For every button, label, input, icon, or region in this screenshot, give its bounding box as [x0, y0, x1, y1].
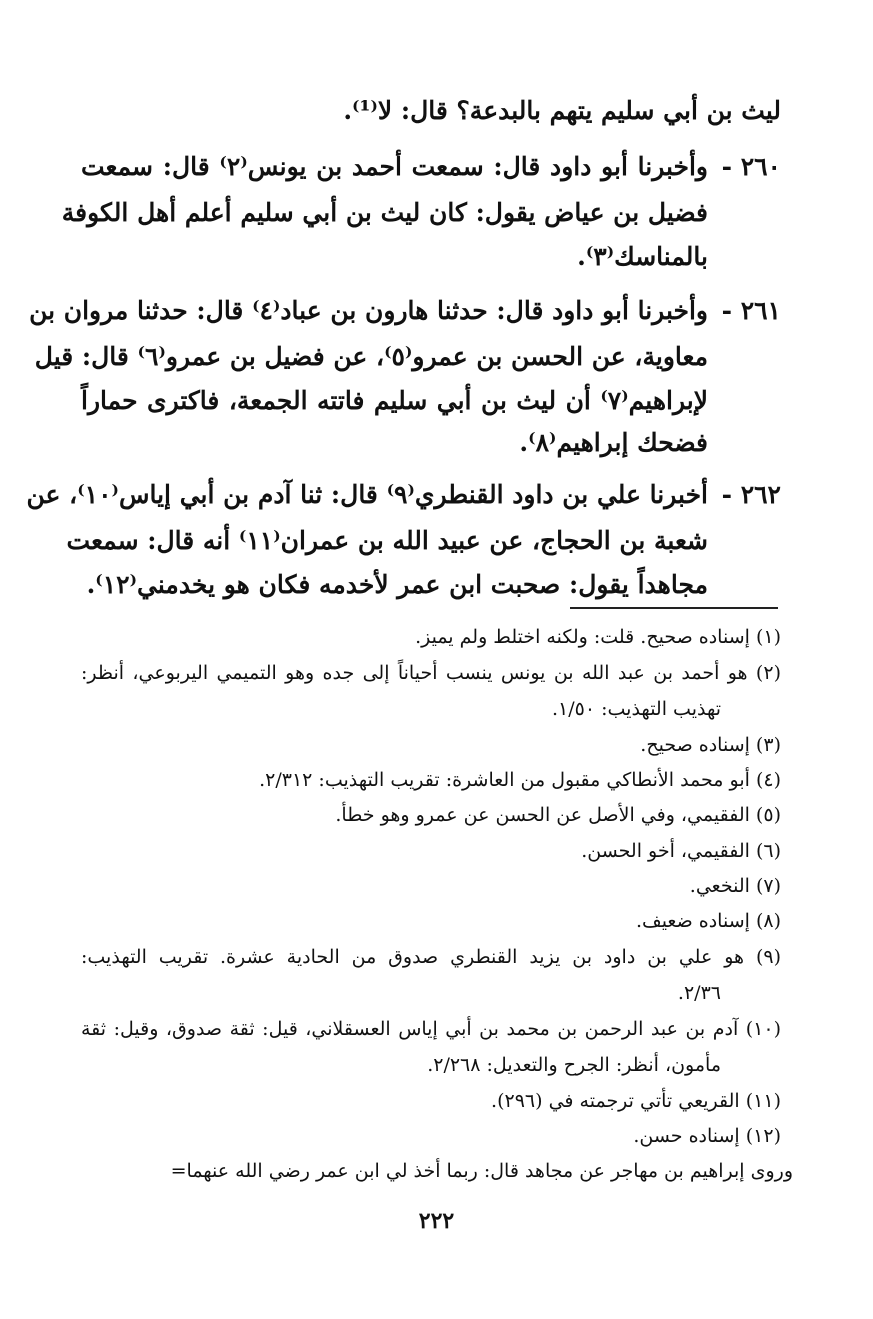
footnote-5: (٥) الفقيمي، وفي الأصل عن الحسن عن عمرو وهو خطأ.: [335, 804, 781, 826]
entry-261-line-3: لإبراهيم⁽٧⁾ أن ليث بن أبي سليم فاتته الجمعة، فاكترى حماراً: [81, 386, 708, 415]
entry-260-line-1: وأخبرنا أبو داود قال: سمعت أحمد بن يونس⁽٢⁾ قال: سمعت: [81, 152, 709, 181]
footnote-7: (٧) النخعي.: [689, 875, 781, 897]
continuation-line: وروى إبراهيم بن مهاجر عن مجاهد قال: ربما أخذ لي ابن عمر رضي الله عنهما=: [170, 1160, 793, 1182]
footnote-separator: [570, 607, 778, 609]
entry-number-262: ٢٦٢ -: [721, 480, 781, 509]
footnote-4: (٤) أبو محمد الأنطاكي مقبول من العاشرة: تقريب التهذيب: ٢/٣١٢.: [259, 769, 781, 791]
footnote-11: (١١) القريعي تأتي ترجمته في (٢٩٦).: [491, 1090, 781, 1112]
footnote-3: (٣) إسناده صحيح.: [640, 734, 781, 756]
footnote-9-continued: ٢/٣٦.: [677, 982, 721, 1004]
entry-number-260: ٢٦٠ -: [721, 152, 781, 181]
page-number: ٢٢٢: [418, 1208, 455, 1234]
entry-260-line-2: فضيل بن عياض يقول: كان ليث بن أبي سليم أعلم أهل الكوفة: [61, 198, 708, 227]
entry-262-line-2: شعبة بن الحجاج، عن عبيد الله بن عمران⁽١١⁾ أنه قال: سمعت: [66, 526, 708, 555]
footnote-2-continued: تهذيب التهذيب: ١/٥٠.: [552, 698, 721, 720]
entry-261-line-2: معاوية، عن الحسن بن عمرو⁽٥⁾، عن فضيل بن عمرو⁽٦⁾ قال: قيل: [34, 342, 708, 371]
footnote-10-continued: مأمون، أنظر: الجرح والتعديل: ٢/٢٦٨.: [427, 1054, 721, 1076]
footnote-8: (٨) إسناده ضعيف.: [635, 910, 781, 932]
footnote-10: (١٠) آدم بن عبد الرحمن بن محمد بن أبي إياس العسقلاني، قيل: ثقة صدوق، وقيل: ثقة: [81, 1018, 781, 1040]
entry-261-line-4: فضحك إبراهيم⁽٨⁾.: [519, 428, 708, 457]
intro-line: ليث بن أبي سليم يتهم بالبدعة؟ قال: لا⁽¹⁾.: [343, 96, 781, 125]
entry-262-line-1: أخبرنا علي بن داود القنطري⁽٩⁾ قال: ثنا آدم بن أبي إياس⁽١٠⁾، عن: [26, 480, 708, 509]
entry-261-line-1: وأخبرنا أبو داود قال: حدثنا هارون بن عباد⁽٤⁾ قال: حدثنا مروان بن: [29, 296, 708, 325]
footnote-6: (٦) الفقيمي، أخو الحسن.: [581, 840, 781, 862]
footnote-9: (٩) هو علي بن داود بن يزيد القنطري صدوق من الحادية عشرة. تقريب التهذيب:: [81, 946, 781, 968]
footnote-2: (٢) هو أحمد بن عبد الله بن يونس ينسب أحياناً إلى جده وهو التميمي اليربوعي، أنظر:: [81, 662, 781, 684]
footnote-1: (١) إسناده صحيح. قلت: ولكنه اختلط ولم يميز.: [415, 626, 781, 648]
entry-262-line-3: مجاهداً يقول: صحبت ابن عمر لأخدمه فكان هو يخدمني⁽١٢⁾.: [86, 570, 708, 599]
entry-260-line-3: بالمناسك⁽٣⁾.: [577, 242, 708, 271]
footnote-12: (١٢) إسناده حسن.: [633, 1125, 781, 1147]
entry-number-261: ٢٦١ -: [721, 296, 781, 325]
